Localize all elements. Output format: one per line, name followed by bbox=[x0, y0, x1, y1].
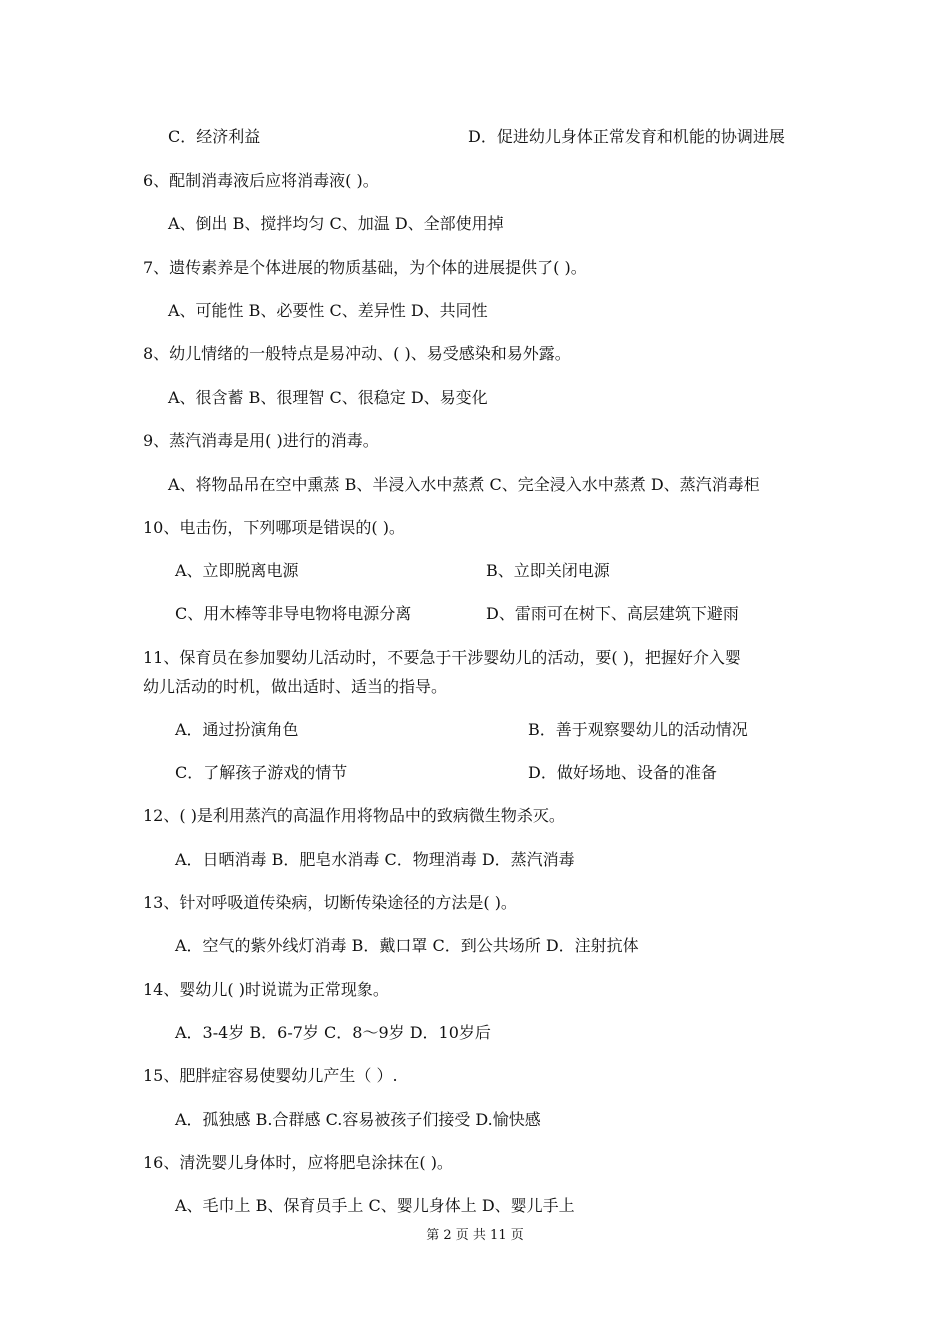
question-15-options: A．孤独感 B.合群感 C.容易被孩子们接受 D.愉快感 bbox=[175, 1110, 541, 1129]
option-c: C、用木棒等非导电物将电源分离 bbox=[175, 604, 412, 623]
option-c: C．经济利益 bbox=[168, 127, 261, 146]
option-d: D、雷雨可在树下、高层建筑下避雨 bbox=[486, 604, 739, 623]
question-13-options: A．空气的紫外线灯消毒 B．戴口罩 C．到公共场所 D．注射抗体 bbox=[175, 936, 639, 955]
question-16: 16、清洗婴儿身体时，应将肥皂涂抹在( )。 bbox=[143, 1153, 453, 1172]
question-12: 12、( )是利用蒸汽的高温作用将物品中的致病微生物杀灭。 bbox=[143, 806, 565, 825]
question-16-options: A、毛巾上 B、保育员手上 C、婴儿身体上 D、婴儿手上 bbox=[175, 1196, 575, 1215]
question-15: 15、肥胖症容易使婴幼儿产生（ ）. bbox=[143, 1066, 398, 1085]
question-9: 9、蒸汽消毒是用( )进行的消毒。 bbox=[143, 431, 379, 450]
question-14: 14、婴幼儿( )时说谎为正常现象。 bbox=[143, 980, 389, 999]
option-b: B．善于观察婴幼儿的活动情况 bbox=[528, 720, 748, 739]
question-11-line2: 幼儿活动的时机，做出适时、适当的指导。 bbox=[143, 677, 448, 696]
question-7-options: A、可能性 B、必要性 C、差异性 D、共同性 bbox=[168, 301, 488, 320]
question-11-line1: 11、保育员在参加婴幼儿活动时，不要急于干涉婴幼儿的活动，要( )，把握好介入婴 bbox=[143, 648, 741, 667]
question-13: 13、针对呼吸道传染病，切断传染途径的方法是( )。 bbox=[143, 893, 517, 912]
question-7: 7、遗传素养是个体进展的物质基础，为个体的进展提供了( )。 bbox=[143, 258, 587, 277]
option-a: A、立即脱离电源 bbox=[175, 561, 299, 580]
option-b: B、立即关闭电源 bbox=[486, 561, 610, 580]
question-8: 8、幼儿情绪的一般特点是易冲动、( )、易受感染和易外露。 bbox=[143, 344, 571, 363]
option-a: A．通过扮演角色 bbox=[175, 720, 299, 739]
question-9-options: A、将物品吊在空中熏蒸 B、半浸入水中蒸煮 C、完全浸入水中蒸煮 D、蒸汽消毒柜 bbox=[168, 475, 760, 494]
option-d: D．做好场地、设备的准备 bbox=[528, 763, 717, 782]
question-14-options: A．3-4岁 B．6-7岁 C．8～9岁 D．10岁后 bbox=[175, 1023, 491, 1042]
option-d: D．促进幼儿身体正常发育和机能的协调进展 bbox=[468, 127, 785, 146]
page-number-footer: 第 2 页 共 11 页 bbox=[426, 1228, 524, 1243]
question-8-options: A、很含蓄 B、很理智 C、很稳定 D、易变化 bbox=[168, 388, 488, 407]
question-12-options: A．日晒消毒 B．肥皂水消毒 C．物理消毒 D．蒸汽消毒 bbox=[175, 850, 575, 869]
question-10: 10、电击伤，下列哪项是错误的( )。 bbox=[143, 518, 405, 537]
question-6: 6、配制消毒液后应将消毒液( )。 bbox=[143, 171, 379, 190]
question-6-options: A、倒出 B、搅拌均匀 C、加温 D、全部使用掉 bbox=[168, 214, 504, 233]
option-c: C．了解孩子游戏的情节 bbox=[175, 763, 348, 782]
